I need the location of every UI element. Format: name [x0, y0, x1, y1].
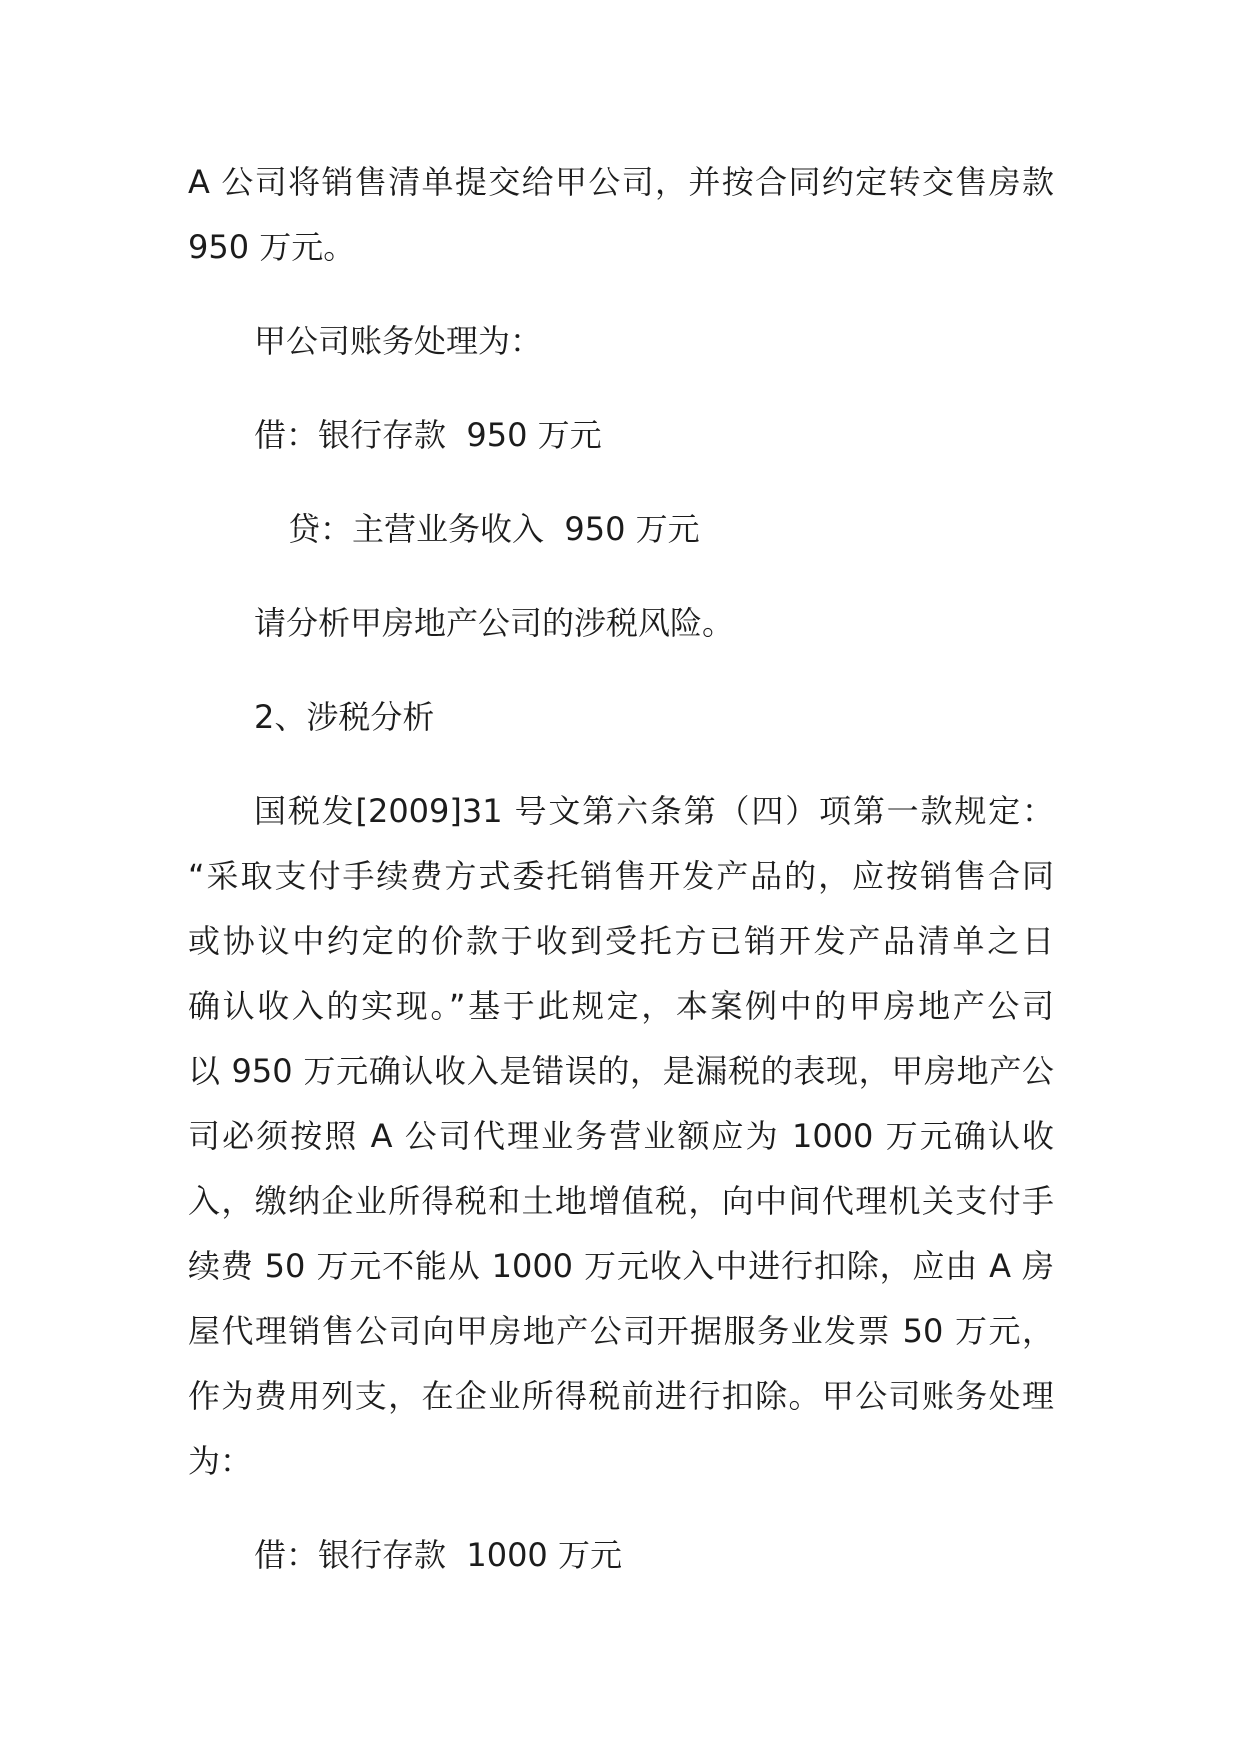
text-line: “采取支付手续费方式委托销售开发产品的，应按销售合同	[188, 857, 1054, 895]
text-line: 或协议中约定的价款于收到受托方已销开发产品清单之日	[188, 922, 1054, 960]
text-line: 950 万元。	[188, 228, 356, 266]
text-line: 借：银行存款 950 万元	[254, 416, 602, 454]
text-line: 贷：主营业务收入 950 万元	[288, 510, 700, 548]
debit-entry	[188, 1523, 1054, 1588]
paragraph	[188, 779, 1054, 1494]
document-body	[188, 150, 1054, 1617]
debit-entry	[188, 403, 1054, 468]
paragraph	[188, 309, 1054, 374]
text-line: A 公司将销售清单提交给甲公司，并按合同约定转交售房款	[188, 163, 1054, 201]
text-line: 确认收入的实现。”基于此规定，本案例中的甲房地产公司	[188, 987, 1054, 1025]
paragraph	[188, 591, 1054, 656]
text-line: 借：银行存款 1000 万元	[254, 1536, 622, 1574]
text-line: 以 950 万元确认收入是错误的，是漏税的表现，甲房地产公	[188, 1052, 1054, 1090]
text-line: 司必须按照 A 公司代理业务营业额应为 1000 万元确认收	[188, 1117, 1054, 1155]
text-line: 甲公司账务处理为：	[254, 322, 543, 360]
paragraph	[188, 150, 1054, 280]
text-line: 入，缴纳企业所得税和土地增值税，向中间代理机关支付手	[188, 1182, 1054, 1220]
text-line: 屋代理销售公司向甲房地产公司开据服务业发票 50 万元，	[188, 1312, 1054, 1350]
text-line: 为：	[188, 1442, 253, 1480]
text-line: 国税发[2009]31 号文第六条第（四）项第一款规定：	[254, 792, 1054, 830]
credit-entry	[188, 497, 1054, 562]
text-line: 作为费用列支，在企业所得税前进行扣除。甲公司账务处理	[188, 1377, 1054, 1415]
text-line: 续费 50 万元不能从 1000 万元收入中进行扣除，应由 A 房	[188, 1247, 1054, 1285]
text-line: 请分析甲房地产公司的涉税风险。	[254, 604, 735, 642]
section-heading	[188, 685, 1054, 750]
text-line: 2、涉税分析	[254, 698, 435, 736]
